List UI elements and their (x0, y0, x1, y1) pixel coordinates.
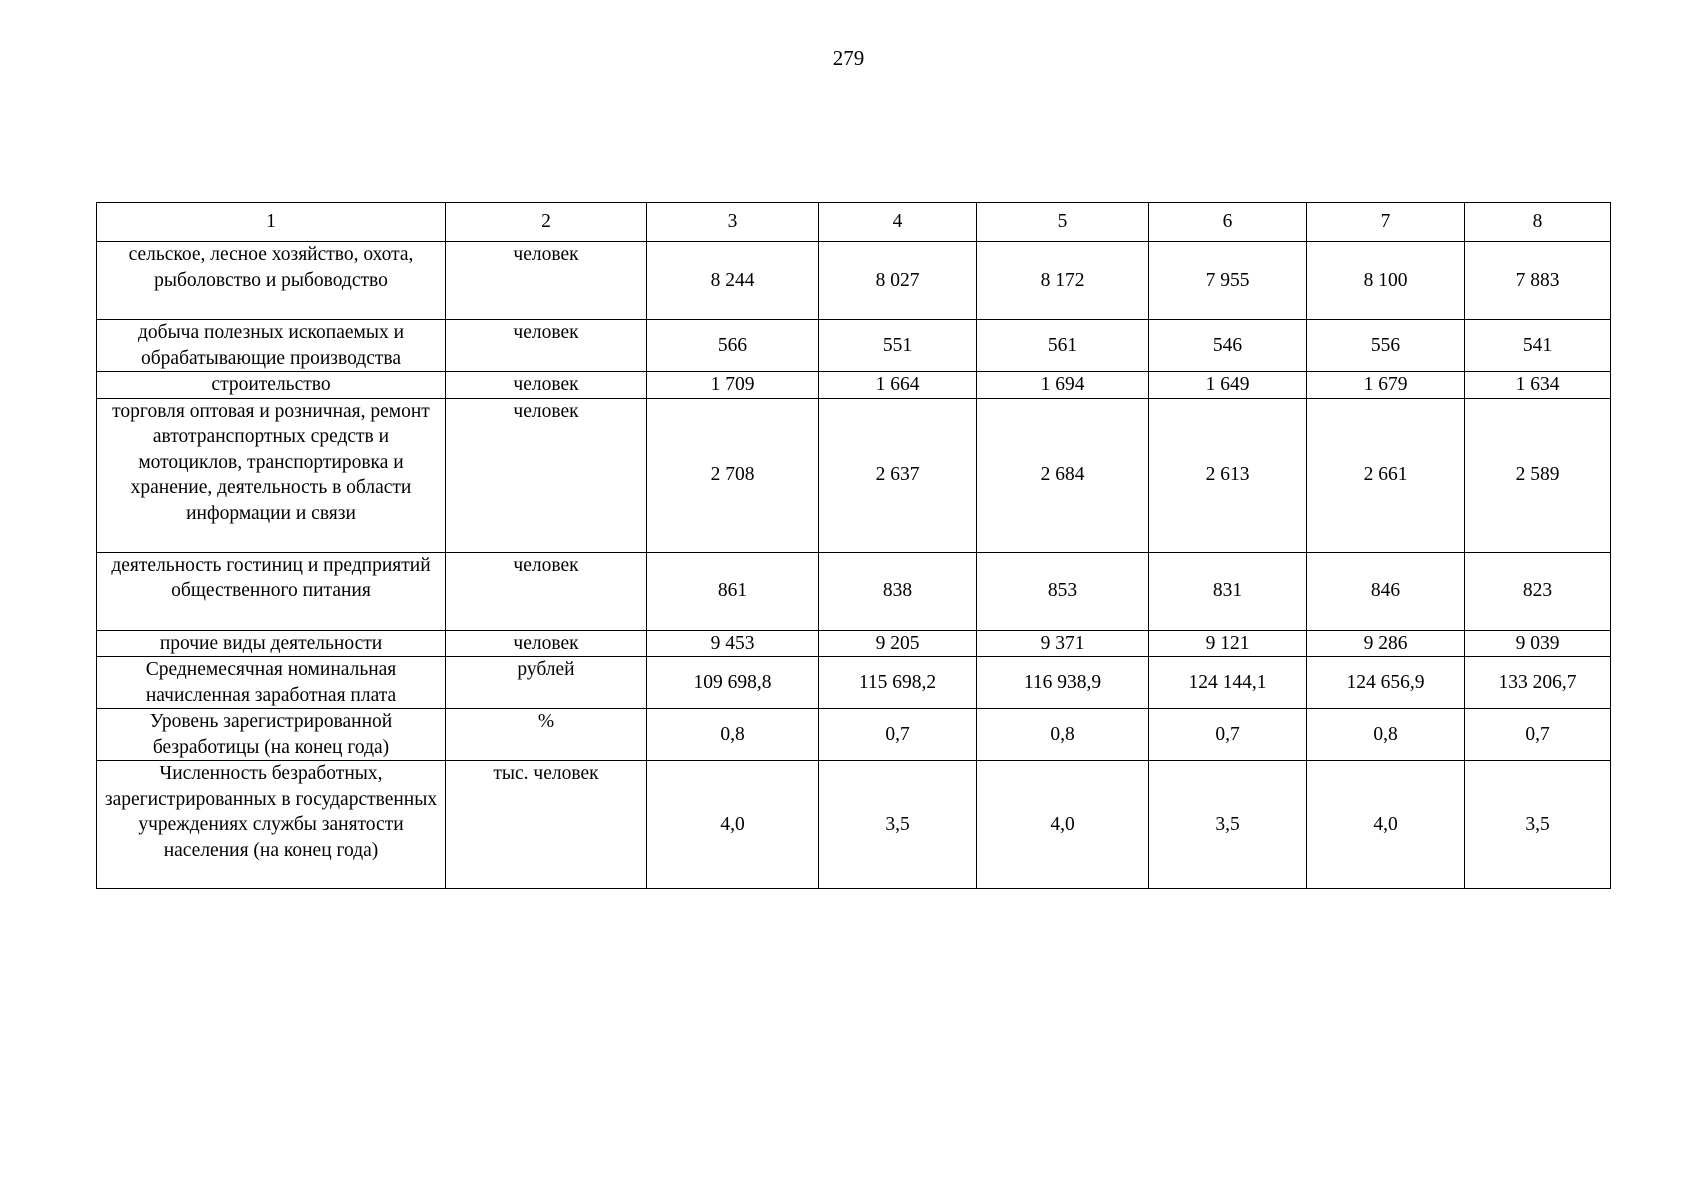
value-cell: 3,5 (1465, 761, 1611, 889)
value-cell: 9 453 (647, 630, 819, 657)
table-row (97, 709, 1611, 761)
value-cell: 1 694 (977, 372, 1149, 399)
value-cell: 0,8 (647, 709, 819, 761)
value-cell: 0,7 (1149, 709, 1307, 761)
column-header: 7 (1307, 203, 1465, 242)
row-unit-cell: % (446, 709, 647, 761)
row-unit-cell: человек (446, 552, 647, 630)
value-cell: 546 (1149, 320, 1307, 372)
data-table (96, 202, 1611, 889)
value-cell: 8 172 (977, 242, 1149, 320)
table-row (97, 398, 1611, 552)
value-cell: 838 (819, 552, 977, 630)
value-cell: 853 (977, 552, 1149, 630)
value-cell: 4,0 (647, 761, 819, 889)
value-cell: 109 698,8 (647, 657, 819, 709)
table-row (97, 761, 1611, 889)
value-cell: 124 144,1 (1149, 657, 1307, 709)
value-cell: 9 121 (1149, 630, 1307, 657)
table-row (97, 552, 1611, 630)
value-cell: 8 027 (819, 242, 977, 320)
value-cell: 8 244 (647, 242, 819, 320)
value-cell: 2 589 (1465, 398, 1611, 552)
row-name-cell: торговля оптовая и розничная, ремонт автотранспортных средств и мотоциклов, транспортировка и хранение, деятельность в области информации и связи (97, 398, 446, 552)
value-cell: 2 684 (977, 398, 1149, 552)
column-header: 1 (97, 203, 446, 242)
value-cell: 7 883 (1465, 242, 1611, 320)
value-cell: 0,8 (977, 709, 1149, 761)
value-cell: 2 708 (647, 398, 819, 552)
value-cell: 1 634 (1465, 372, 1611, 399)
row-unit-cell: человек (446, 372, 647, 399)
value-cell: 1 664 (819, 372, 977, 399)
table-row (97, 242, 1611, 320)
value-cell: 0,8 (1307, 709, 1465, 761)
row-unit-cell: тыс. человек (446, 761, 647, 889)
value-cell: 3,5 (819, 761, 977, 889)
value-cell: 9 205 (819, 630, 977, 657)
value-cell: 823 (1465, 552, 1611, 630)
column-header: 4 (819, 203, 977, 242)
column-header: 8 (1465, 203, 1611, 242)
page-number: 279 (832, 46, 865, 70)
column-header: 3 (647, 203, 819, 242)
value-cell: 9 371 (977, 630, 1149, 657)
value-cell: 561 (977, 320, 1149, 372)
value-cell: 551 (819, 320, 977, 372)
value-cell: 0,7 (819, 709, 977, 761)
value-cell: 9 039 (1465, 630, 1611, 657)
row-unit-cell: человек (446, 630, 647, 657)
value-cell: 124 656,9 (1307, 657, 1465, 709)
table-row (97, 372, 1611, 399)
column-header: 2 (446, 203, 647, 242)
table-row (97, 657, 1611, 709)
value-cell: 556 (1307, 320, 1465, 372)
table-row (97, 320, 1611, 372)
table-header-row (97, 203, 1611, 242)
value-cell: 9 286 (1307, 630, 1465, 657)
value-cell: 861 (647, 552, 819, 630)
value-cell: 8 100 (1307, 242, 1465, 320)
row-name-cell: Численность безработных, зарегистрированных в государственных учреждениях службы занятости населения (на конец года) (97, 761, 446, 889)
table-row (97, 630, 1611, 657)
value-cell: 2 613 (1149, 398, 1307, 552)
row-name-cell: строительство (97, 372, 446, 399)
column-header: 6 (1149, 203, 1307, 242)
value-cell: 133 206,7 (1465, 657, 1611, 709)
value-cell: 4,0 (1307, 761, 1465, 889)
column-header: 5 (977, 203, 1149, 242)
row-name-cell: Уровень зарегистрированной безработицы (на конец года) (97, 709, 446, 761)
row-name-cell: добыча полезных ископаемых и обрабатывающие производства (97, 320, 446, 372)
value-cell: 0,7 (1465, 709, 1611, 761)
value-cell: 541 (1465, 320, 1611, 372)
value-cell: 1 709 (647, 372, 819, 399)
value-cell: 831 (1149, 552, 1307, 630)
value-cell: 2 637 (819, 398, 977, 552)
value-cell: 3,5 (1149, 761, 1307, 889)
value-cell: 116 938,9 (977, 657, 1149, 709)
row-unit-cell: человек (446, 398, 647, 552)
row-name-cell: Среднемесячная номинальная начисленная заработная плата (97, 657, 446, 709)
value-cell: 7 955 (1149, 242, 1307, 320)
row-unit-cell: человек (446, 320, 647, 372)
value-cell: 1 649 (1149, 372, 1307, 399)
row-name-cell: прочие виды деятельности (97, 630, 446, 657)
value-cell: 4,0 (977, 761, 1149, 889)
row-name-cell: деятельность гостиниц и предприятий общественного питания (97, 552, 446, 630)
value-cell: 566 (647, 320, 819, 372)
row-unit-cell: человек (446, 242, 647, 320)
value-cell: 1 679 (1307, 372, 1465, 399)
value-cell: 115 698,2 (819, 657, 977, 709)
value-cell: 846 (1307, 552, 1465, 630)
row-unit-cell: рублей (446, 657, 647, 709)
row-name-cell: сельское, лесное хозяйство, охота, рыболовство и рыбоводство (97, 242, 446, 320)
value-cell: 2 661 (1307, 398, 1465, 552)
